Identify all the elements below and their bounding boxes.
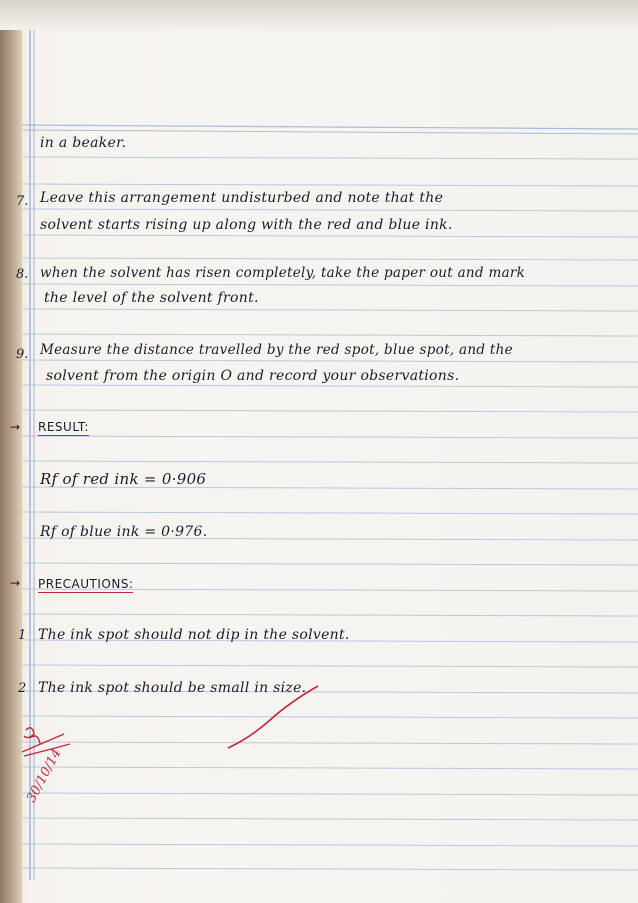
text-line-5: the level of the solvent front. [44,290,259,306]
arrow-icon: → [10,576,21,590]
rule-line [22,844,638,846]
step-number-9: 9. [16,347,29,362]
rule-line [22,235,638,237]
rule-line [22,665,638,667]
rule-line [22,742,638,744]
rule-line [22,436,638,438]
red-check-mark [220,680,330,760]
precaution-item-2: The ink spot should be small in size. [38,680,307,696]
rule-line [22,461,638,463]
rule-line [22,385,638,387]
rule-line [22,614,638,616]
rule-line [22,284,638,286]
signature-date: 30/10/14 [24,746,65,806]
rule-line [22,184,638,186]
result-blue-ink: Rf of blue ink = 0·976. [40,524,208,540]
rule-line [22,767,638,769]
rule-line [22,793,638,795]
precautions-heading: PRECAUTIONS: [38,577,134,591]
rule-line [22,309,638,311]
rule-line [22,563,638,565]
text-line-2: Leave this arrangement undisturbed and note that the [40,190,444,206]
rule-line [22,410,638,412]
result-red-ink: Rf of red ink = 0·906 [40,470,207,488]
text-line-1: in a beaker. [40,135,127,151]
rule-line [22,512,638,514]
rule-line [22,818,638,820]
rule-line [22,716,638,718]
rule-line [22,868,638,870]
rule-line [22,157,638,159]
text-line-6: Measure the distance travelled by the red spot, blue spot, and the [40,342,513,358]
text-line-3: solvent starts rising up along with the red and blue ink. [40,217,453,233]
rule-line [22,334,638,336]
step-number-8: 8. [16,267,29,282]
precaution-number-1: 1 [18,628,27,643]
precaution-item-1: The ink spot should not dip in the solvent. [38,627,350,643]
precaution-number-2: 2 [18,681,27,696]
result-heading: RESULT: [38,420,89,434]
text-line-7: solvent from the origin O and record your observations. [46,368,460,384]
rule-line [22,209,638,211]
rule-line [22,258,638,260]
header-rule [22,125,638,129]
text-line-4: when the solvent has risen completely, take the paper out and mark [40,265,526,281]
step-number-7: 7. [16,194,29,209]
header-rule [22,130,638,134]
arrow-icon: → [10,420,21,434]
rule-line [22,360,638,362]
